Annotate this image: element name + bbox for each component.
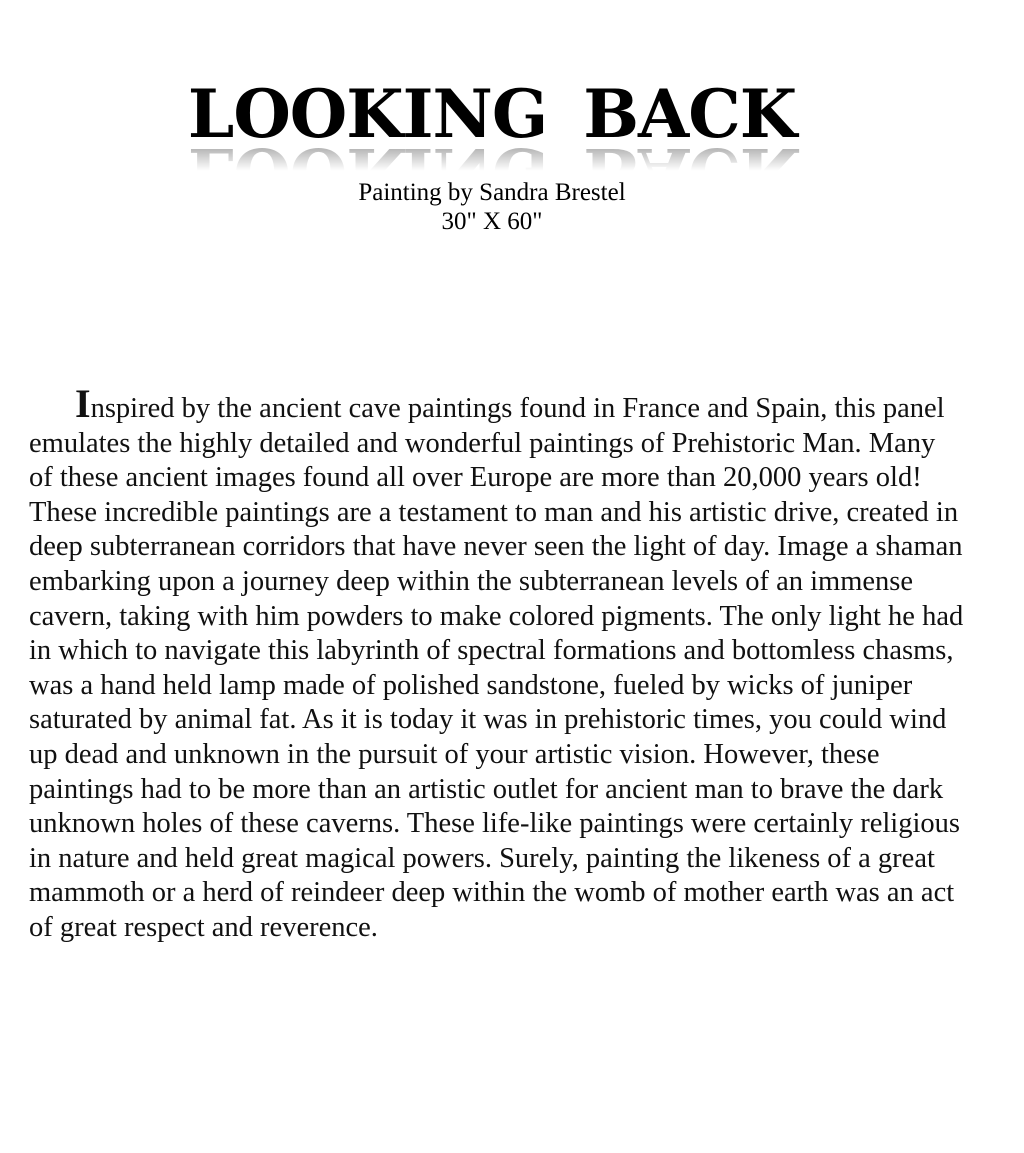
artist-credit: Painting by Sandra Brestel [358, 179, 626, 206]
title-block [0, 75, 984, 153]
artwork-info [0, 178, 984, 236]
description-text: nspired by the ancient cave paintings found in France and Spain, this panel emulates the highly detailed and wonderful paintings of Prehistoric Man. Many of these ancient images found all over Europe are more than 20,000 years old! These incredible paintings are a testament to man and his artistic drive, created in deep subterranean corridors that have never seen the light of day. Image a shaman embarking upon a journey deep within the subterranean levels of an immense cavern, taking with him powders to make colored pigments. The only light he had in which to navigate this labyrinth of spectral formations and bottomless chasms, was a hand held lamp made of polished sandstone, fueled by wicks of juniper saturated by animal fat. As it is today it was in prehistoric times, you could wind up dead and unknown in the pursuit of your artistic vision. However, these paintings had to be more than an artistic outlet for ancient man to brave the dark unknown holes of these caverns. These life-like paintings were certainly religious in nature and held great magical powers. Surely, painting the likeness of a great mammoth or a herd of reindeer deep within the womb of mother earth was an act of great respect and reverence. [29, 393, 964, 943]
description-paragraph [29, 381, 964, 946]
artwork-dimensions: 30" X 60" [441, 208, 543, 235]
page-title: LOOKING BACK [187, 75, 797, 153]
drop-cap-letter: I [75, 381, 91, 426]
